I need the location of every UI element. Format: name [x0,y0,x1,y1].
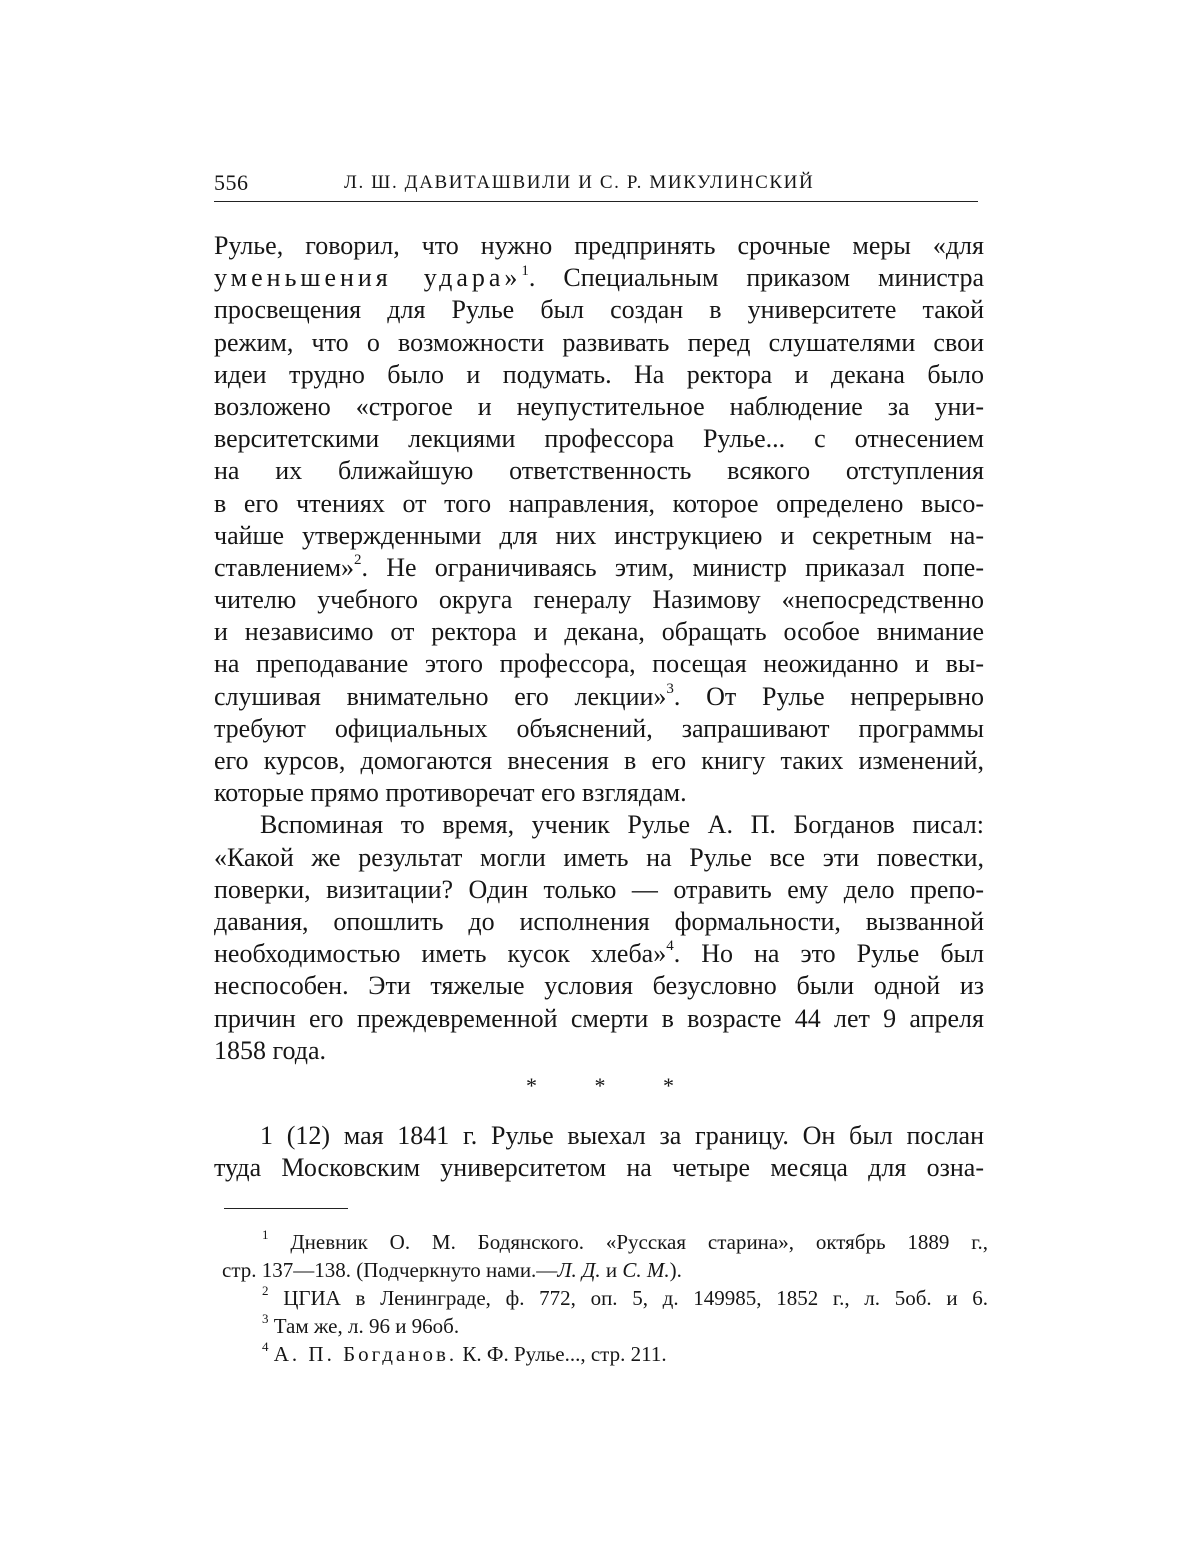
text-line: требуют официальных объяснений, запрашивают программы [214,713,984,743]
text-fragment: . Но на это Рулье был [673,939,984,969]
text-fragment: . От Рулье непрерывно [673,681,984,711]
text-line: поверки, визитации? Один только — отравить ему дело препо- [214,874,984,904]
text-line: в его чтениях от того направления, которое определено высо- [214,488,984,518]
text-line: чайше утвержденными для них инструкциею и секретным на- [214,520,984,550]
text-line [214,262,984,294]
text-line: Рулье, говорил, что нужно предпринять срочные меры «для [214,231,984,260]
footnote-3 [222,1312,988,1340]
main-text [214,230,984,1067]
running-title: Л. Ш. ДАВИТАШВИЛИ И С. Р. МИКУЛИНСКИЙ [344,172,815,193]
section-text [214,1120,984,1184]
section-separator: * * * [526,1073,700,1098]
footnote-4 [222,1340,988,1368]
footnote-text: Там же, л. 96 и 96об. [273,1314,460,1338]
footnote-italic: С. М. [622,1258,670,1282]
footnote-text: К. Ф. Рулье..., стр. 211. [462,1342,667,1366]
text-line [214,938,984,970]
text-line: на их ближайшую ответственность всякого отступления [214,456,984,486]
text-line: его курсов, домогаются внесения в его книгу таких изменений, [214,746,984,775]
text-fragment: ставлением» [214,552,355,582]
text-line: режим, что о возможности развивать перед слушателями свои [214,327,984,357]
text-line: идеи трудно было и подумать. На ректора и декана было [214,359,984,389]
footnote-text: Дневник О. М. Бодянского. «Русская старина», октябрь 1889 г., [290,1230,989,1254]
text-line: чителю учебного округа генералу Назимову «непосредственно [214,585,984,615]
footnote-1 [222,1228,988,1256]
footnote-2 [222,1284,988,1312]
text-line: просвещения для Рулье был создан в университете такой [214,295,984,325]
text-line: 1858 года. [214,1035,327,1065]
footnote-mark: 4 [262,1339,269,1354]
text-line: 1 (12) мая 1841 г. Рулье выехал за границу. Он был послан [260,1121,984,1150]
running-head [214,168,978,198]
text-fragment: . Специальным приказом министра [528,263,984,293]
footnote-author: А. П. Богданов. [273,1342,458,1366]
text-fragment: слушивая внимательно его лекции» [214,681,667,711]
text-line: Вспоминая то время, ученик Рулье А. П. Богданов писал: [260,810,984,840]
footnote-text: стр. 137—138. (Подчеркнуто нами.— [222,1258,558,1282]
footnote-ref-4: 4 [666,938,674,955]
text-line: которые прямо противоречат его взглядам. [214,778,687,808]
footnote-text: и [605,1258,618,1282]
footnote-mark: 3 [262,1311,269,1326]
text-line: давания, опошлить до исполнения формальности, вызванной [214,906,984,936]
footnote-ref-3: 3 [666,680,674,697]
text-line: туда Московским университетом на четыре месяца для озна- [214,1153,984,1183]
footnote-italic: Л. Д. [557,1258,601,1282]
page-number: 556 [214,170,249,195]
footnote-ref-2: 2 [354,552,362,569]
footnote-1-continued [222,1256,988,1284]
emphasis-spaced: уменьшения удара» [214,263,522,293]
footnotes [222,1228,988,1368]
footnote-ref-1: 1 [521,262,529,279]
footnote-text: ). [669,1258,682,1282]
text-line: причин его преждевременной смерти в возрасте 44 лет 9 апреля [214,1003,984,1033]
footnote-mark: 2 [262,1283,269,1298]
footnote-mark: 1 [262,1227,269,1242]
text-line: на преподавание этого профессора, посещая неожиданно и вы- [214,649,984,679]
text-fragment: . Не ограничиваясь этим, министр приказал попе- [361,552,984,582]
text-line: и независимо от ректора и декана, обращать особое внимание [214,617,984,647]
text-line: неспособен. Эти тяжелые условия безусловно были одной из [214,971,984,1001]
footnote-rule [224,1208,348,1209]
text-line [214,552,984,584]
footnote-text: ЦГИА в Ленинграде, ф. 772, оп. 5, д. 149985, 1852 г., л. 5об. и 6. [283,1286,988,1310]
text-line: верситетскими лекциями профессора Рулье... с отнесением [214,424,984,454]
text-line [214,681,984,713]
text-line: «Какой же результат могли иметь на Рулье все эти повестки, [214,842,984,872]
text-fragment: необходимостью иметь кусок хлеба» [214,939,667,969]
header-rule [214,201,978,202]
text-line: возложено «строгое и неупустительное наблюдение за уни- [214,391,984,421]
